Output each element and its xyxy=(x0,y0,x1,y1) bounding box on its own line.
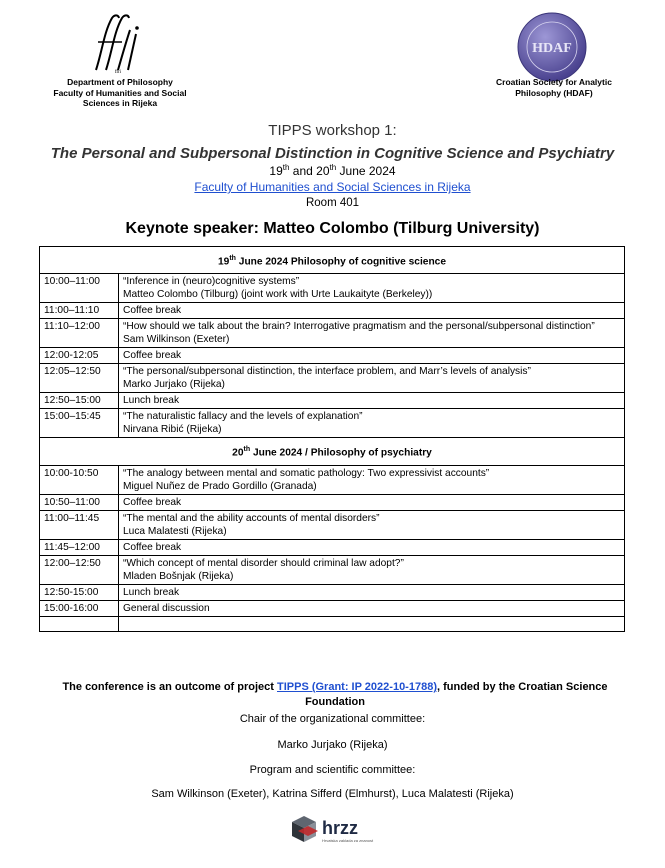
session-time: 12:00-12:05 xyxy=(40,348,119,364)
session-speaker: Matteo Colombo (Tilburg) (joint work with Urte Laukaityte (Berkeley)) xyxy=(123,289,433,301)
workshop-title: TIPPS workshop 1: xyxy=(268,122,397,139)
session-speaker: Marko Jurjako (Rijeka) xyxy=(123,379,225,391)
session-time: 12:50-15:00 xyxy=(40,584,119,600)
session-time: 11:10–12:00 xyxy=(40,319,119,348)
table-row xyxy=(40,555,625,584)
table-row xyxy=(40,393,625,409)
session-time: 12:00–12:50 xyxy=(40,555,119,584)
hdaf-seal-logo xyxy=(514,11,590,83)
session-title: “The mental and the ability accounts of mental disorders” xyxy=(123,512,380,524)
venue-link[interactable]: Faculty of Humanities and Social Sciences in Rijeka xyxy=(194,180,471,194)
session-content xyxy=(119,584,625,600)
session-time: 10:00-10:50 xyxy=(40,465,119,494)
session-content xyxy=(119,539,625,555)
session-title: Coffee break xyxy=(123,541,182,553)
session-title: “The naturalistic fallacy and the levels of explanation” xyxy=(123,411,363,423)
session-title: Lunch break xyxy=(123,586,180,598)
session-time: 11:45–12:00 xyxy=(40,539,119,555)
chair-label: Chair of the organizational committee: xyxy=(239,713,426,725)
session-content xyxy=(119,303,625,319)
session-speaker: Luca Malatesti (Rijeka) xyxy=(123,525,227,537)
svg-text:Hrvatska zaklada za znanost: Hrvatska zaklada za znanost xyxy=(322,838,374,843)
table-row xyxy=(40,319,625,348)
session-title: General discussion xyxy=(123,602,210,614)
session-speaker: Mladen Bošnjak (Rijeka) xyxy=(123,570,234,582)
session-content xyxy=(119,600,625,616)
day-header: 19th June 2024 Philosophy of cognitive science xyxy=(40,247,625,274)
session-time: 12:05–12:50 xyxy=(40,364,119,393)
session-time: 11:00–11:10 xyxy=(40,303,119,319)
table-row xyxy=(40,274,625,303)
session-title: “How should we talk about the brain? Interrogative pragmatism and the personal/subpersonal distinction” xyxy=(123,321,595,333)
ffri-logo xyxy=(88,12,148,74)
table-row xyxy=(40,510,625,539)
session-content xyxy=(119,409,625,438)
session-title: “The personal/subpersonal distinction, the interface problem, and Marr’s levels of analysis” xyxy=(123,366,531,378)
session-content xyxy=(119,319,625,348)
session-time: 10:00–11:00 xyxy=(40,274,119,303)
session-content xyxy=(119,364,625,393)
session-content xyxy=(119,555,625,584)
svg-text:ffri: ffri xyxy=(114,70,122,74)
table-row xyxy=(40,584,625,600)
program-committee-label: Program and scientific committee: xyxy=(249,764,416,776)
session-title: “Which concept of mental disorder should criminal law adopt?” xyxy=(123,557,404,569)
session-time: 15:00–15:45 xyxy=(40,409,119,438)
project-link[interactable]: TIPPS (Grant: IP 2022-10-1788) xyxy=(277,681,437,693)
keynote-speaker: Keynote speaker: Matteo Colombo (Tilburg University) xyxy=(125,220,540,237)
session-title: “The analogy between mental and somatic pathology: Two expressivist accounts” xyxy=(123,467,490,479)
table-row xyxy=(40,494,625,510)
svg-text:hrzz: hrzz xyxy=(322,818,358,838)
session-title: Coffee break xyxy=(123,305,182,317)
session-time: 12:50–15:00 xyxy=(40,393,119,409)
session-content xyxy=(119,274,625,303)
department-name: Department of Philosophy Faculty of Humanities and Social Sciences in Rijeka xyxy=(53,77,187,108)
session-speaker: Miguel Nuñez de Prado Gordillo (Granada) xyxy=(123,480,317,492)
table-row xyxy=(40,364,625,393)
workshop-subtitle: The Personal and Subpersonal Distinction in Cognitive Science and Psychiatry xyxy=(50,145,615,162)
workshop-dates: 19th and 20th June 2024 xyxy=(269,163,396,178)
svg-text:HDAF: HDAF xyxy=(532,41,572,56)
funding-statement: The conference is an outcome of project TIPPS (Grant: IP 2022-10-1788), funded by the Croatian Science Foundation xyxy=(62,681,608,708)
session-title: Coffee break xyxy=(123,496,182,508)
session-content xyxy=(119,510,625,539)
session-speaker: Nirvana Ribić (Rijeka) xyxy=(123,424,222,436)
session-title: “Inference in (neuro)cognitive systems” xyxy=(123,276,300,288)
table-row xyxy=(40,600,625,616)
session-title: Coffee break xyxy=(123,350,182,362)
table-row xyxy=(40,539,625,555)
chair-name: Marko Jurjako (Rijeka) xyxy=(277,739,388,751)
day-header-row xyxy=(40,247,625,274)
hrzz-logo xyxy=(288,812,378,852)
day-header: 20th June 2024 / Philosophy of psychiatry xyxy=(40,438,625,465)
table-row xyxy=(40,465,625,494)
session-speaker: Sam Wilkinson (Exeter) xyxy=(123,334,230,346)
table-row xyxy=(40,409,625,438)
session-title: Lunch break xyxy=(123,395,180,407)
program-committee-names: Sam Wilkinson (Exeter), Katrina Sifferd (Elmhurst), Luca Malatesti (Rijeka) xyxy=(151,788,514,800)
session-time: 15:00-16:00 xyxy=(40,600,119,616)
day-header-row xyxy=(40,438,625,465)
session-content xyxy=(119,465,625,494)
session-time: 10:50–11:00 xyxy=(40,494,119,510)
table-row xyxy=(40,303,625,319)
session-content xyxy=(119,348,625,364)
session-content xyxy=(119,494,625,510)
schedule-table xyxy=(39,246,625,632)
empty-row xyxy=(40,616,625,631)
room-number: Room 401 xyxy=(305,197,360,209)
table-row xyxy=(40,348,625,364)
session-time: 11:00–11:45 xyxy=(40,510,119,539)
society-name: Croatian Society for Analytic Philosophy (HDAF) xyxy=(496,77,612,98)
session-content xyxy=(119,393,625,409)
